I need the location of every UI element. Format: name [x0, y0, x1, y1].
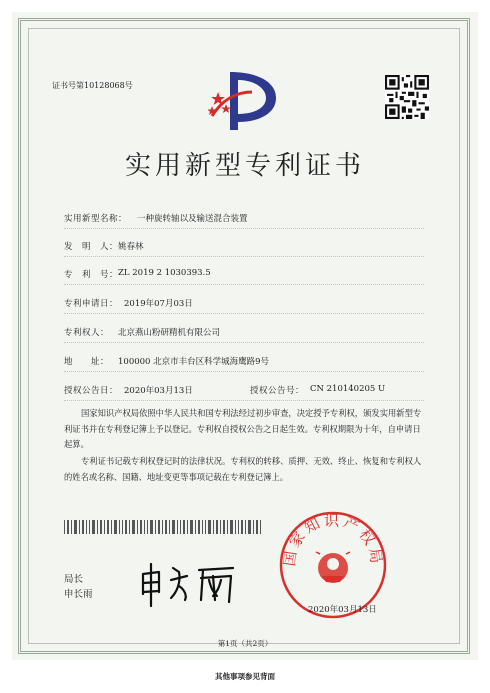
filing-date-label: 专利申请日： — [64, 299, 119, 309]
patent-holder-label: 专利权人： — [64, 328, 110, 338]
utility-model-name-value: 一种旋转轴以及输送混合装置 — [137, 214, 248, 224]
filing-date-value: 2019年07月03日 — [124, 299, 193, 309]
inventor-label: 发 明 人： — [64, 242, 119, 252]
barcode-strip — [64, 520, 264, 534]
patent-number-label: 专 利 号： — [64, 270, 119, 280]
certificate-paragraph-1: 国家知识产权局依照中华人民共和国专利法经过初步审查，决定授予专利权，颁发实用新型专利证书并在专利登记簿上予以登记。专利权自授权公告之日起生效。专利权期限为十年，自申请日起算。 — [64, 408, 422, 449]
grant-number-label: 授权公告号： — [250, 386, 305, 396]
certificate-number: 证书号第10128068号 — [52, 81, 133, 90]
utility-model-name-label: 实用新型名称： — [64, 214, 128, 224]
address-label: 地 址： — [64, 357, 110, 367]
cnipa-logo-icon — [208, 70, 278, 132]
qr-code-icon — [385, 75, 429, 119]
certificate-paragraph-2: 专利证书记载专利权登记时的法律状况。专利权的转移、质押、无效、终止、恢复和专利权人的姓名或名称、国籍、地址变更等事项记载在专利登记簿上。 — [64, 456, 422, 482]
grant-date-label: 授权公告日： — [64, 386, 119, 396]
inventor-value: 姚春林 — [118, 242, 144, 252]
footer-note: 其他事项参见背面 — [215, 672, 275, 681]
svg-text:国家知识产权局: 国家知识产权局 — [280, 511, 386, 568]
grant-number-value: CN 210140205 U — [310, 384, 386, 394]
page-title: 实用新型专利证书 — [124, 151, 365, 181]
handwritten-signature-icon — [135, 560, 245, 610]
patent-holder-value: 北京燕山粉研精机有限公司 — [118, 328, 221, 338]
address-value: 100000 北京市丰台区科学城海鹰路9号 — [118, 357, 270, 367]
signature-title: 局长 — [64, 574, 84, 585]
grant-date-value: 2020年03月13日 — [124, 386, 193, 396]
signature-name: 申长雨 — [64, 589, 93, 600]
patent-number-value: ZL 2019 2 1030393.5 — [118, 268, 211, 278]
seal-date: 2020年03月13日 — [308, 605, 377, 615]
page-number: 第1页（共2页） — [217, 639, 273, 648]
